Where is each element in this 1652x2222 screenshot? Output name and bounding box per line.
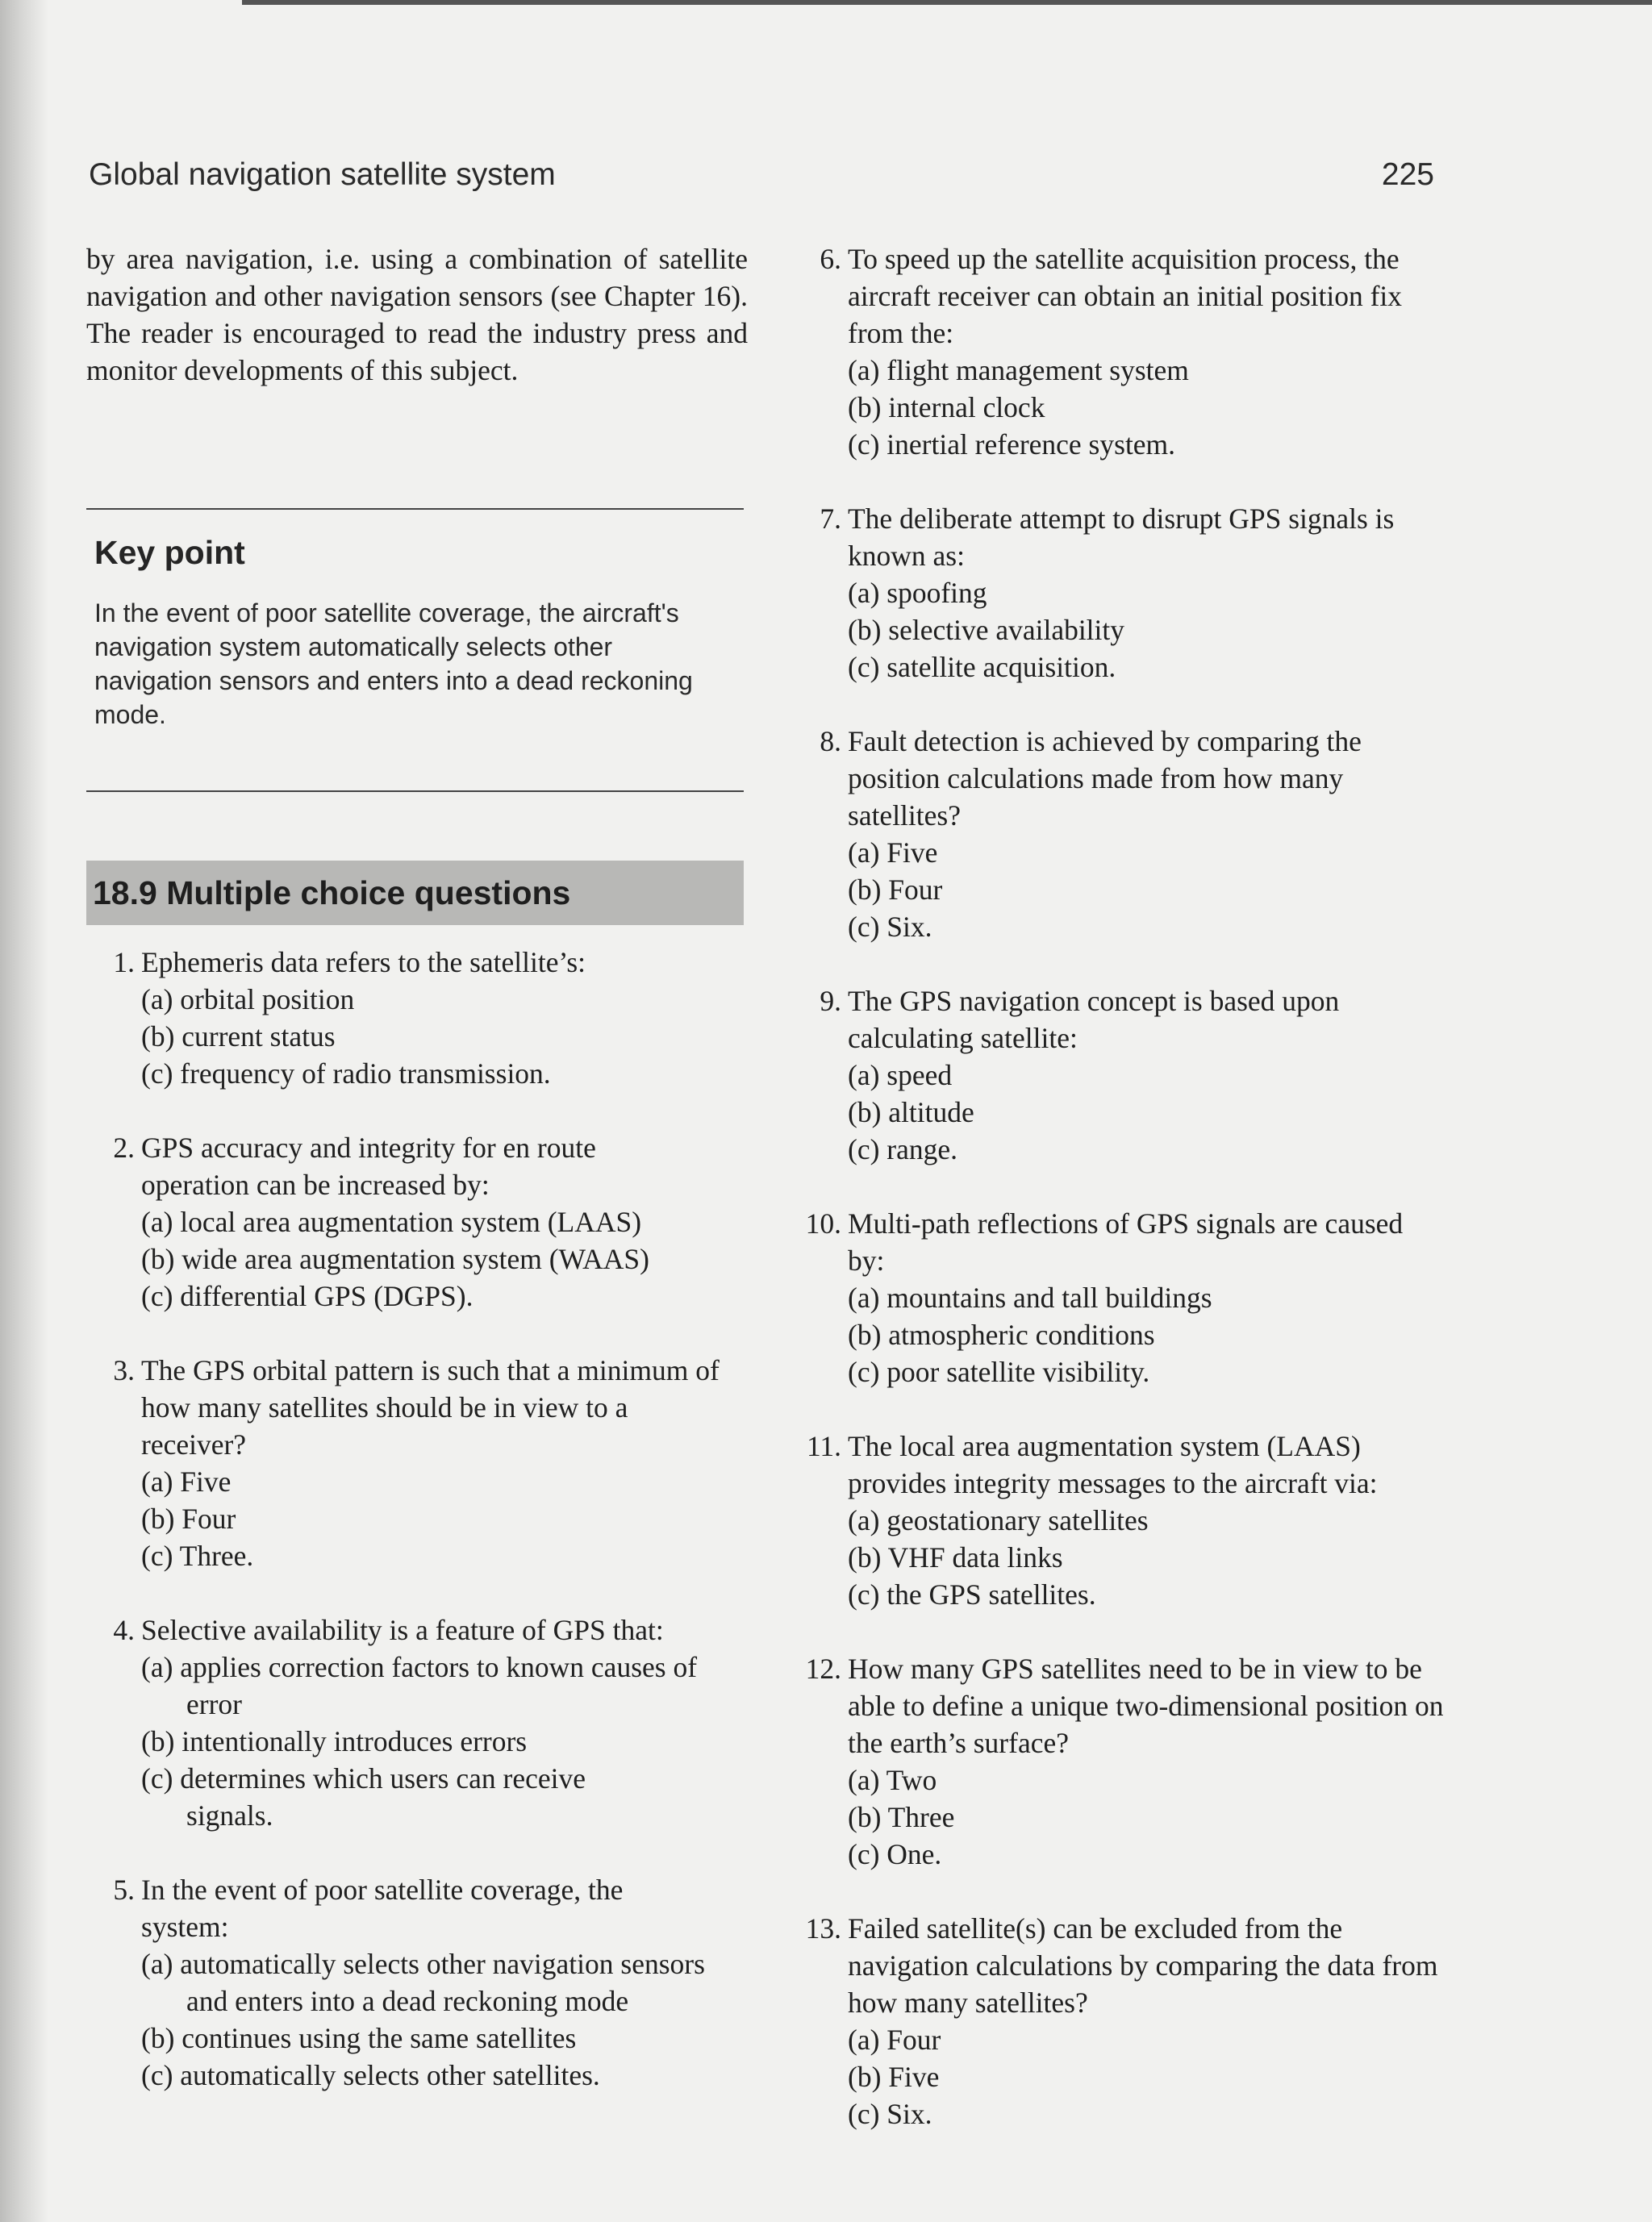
key-point-text: In the event of poor satellite coverage, the aircraft's navigation system automatically selects other navigation sensors and enters into a dead reckoning mode. — [94, 598, 693, 729]
option-b: (b) continues using the same satellites — [141, 2022, 577, 2054]
question-3 — [86, 1352, 748, 1574]
option-b: (b) Five — [848, 2061, 940, 2093]
key-point-box — [86, 508, 744, 792]
question-7 — [793, 500, 1446, 686]
option-c: (c) determines which users can receive signals. — [141, 1762, 586, 1832]
option-b: (b) Three — [848, 1801, 955, 1833]
option-a: (a) local area augmentation system (LAAS) — [141, 1206, 642, 1238]
question-stem: To speed up the satellite acquisition process, the aircraft receiver can obtain an initial position fix from the: — [848, 243, 1403, 349]
option-c: (c) Three. — [141, 1540, 254, 1572]
question-8 — [793, 723, 1446, 945]
question-number: 1. — [113, 946, 135, 978]
question-1 — [86, 944, 748, 1092]
question-2 — [86, 1129, 748, 1315]
question-stem: In the event of poor satellite coverage, the system: — [141, 1874, 624, 1943]
option-a: (a) Five — [848, 836, 938, 869]
question-stem: Multi-path reflections of GPS signals are caused by: — [848, 1207, 1404, 1277]
option-a: (a) mountains and tall buildings — [848, 1282, 1212, 1314]
section-heading-bar — [86, 861, 744, 925]
question-number: 13. — [805, 1912, 841, 1945]
option-a: (a) applies correction factors to known causes of error — [141, 1651, 698, 1720]
question-number: 8. — [820, 725, 841, 757]
option-c: (c) frequency of radio transmission. — [141, 1057, 551, 1090]
running-title: Global navigation satellite system — [89, 157, 556, 192]
question-number: 2. — [113, 1132, 135, 1164]
option-a: (a) geostationary satellites — [848, 1504, 1149, 1536]
question-12 — [793, 1650, 1446, 1873]
question-number: 7. — [820, 502, 841, 535]
intro-paragraph — [86, 240, 748, 389]
question-stem: The local area augmentation system (LAAS) provides integrity messages to the aircraft via: — [848, 1430, 1378, 1499]
option-c: (c) automatically selects other satellites. — [141, 2059, 600, 2091]
option-c: (c) poor satellite visibility. — [848, 1356, 1150, 1388]
question-stem: The GPS navigation concept is based upon calculating satellite: — [848, 985, 1340, 1054]
question-number: 6. — [820, 243, 841, 275]
question-stem: The GPS orbital pattern is such that a minimum of how many satellites should be in view to a receiver? — [141, 1354, 720, 1461]
question-number: 9. — [820, 985, 841, 1017]
question-10 — [793, 1205, 1446, 1390]
question-11 — [793, 1428, 1446, 1613]
option-c: (c) satellite acquisition. — [848, 651, 1116, 683]
questions-right-column — [793, 240, 1446, 2170]
option-b: (b) Four — [141, 1503, 236, 1535]
option-b: (b) wide area augmentation system (WAAS) — [141, 1243, 649, 1275]
option-a: (a) spoofing — [848, 577, 987, 609]
question-stem: Selective availability is a feature of GPS that: — [141, 1614, 664, 1646]
question-4 — [86, 1611, 748, 1834]
option-c: (c) differential GPS (DGPS). — [141, 1280, 473, 1312]
question-stem: GPS accuracy and integrity for en route operation can be increased by: — [141, 1132, 596, 1201]
section-heading: 18.9 Multiple choice questions — [93, 874, 571, 911]
question-number: 11. — [806, 1430, 841, 1462]
option-b: (b) VHF data links — [848, 1541, 1063, 1574]
option-a: (a) Two — [848, 1764, 937, 1796]
option-a: (a) speed — [848, 1059, 953, 1091]
option-a: (a) automatically selects other navigation sensors and enters into a dead reckoning mode — [141, 1948, 705, 2017]
question-stem: Fault detection is achieved by comparing the position calculations made from how many satellites? — [848, 725, 1362, 832]
option-a: (a) Four — [848, 2024, 941, 2056]
option-c: (c) Six. — [848, 2098, 932, 2130]
option-c: (c) inertial reference system. — [848, 428, 1176, 461]
option-b: (b) internal clock — [848, 391, 1045, 423]
question-number: 10. — [805, 1207, 841, 1240]
option-a: (a) flight management system — [848, 354, 1189, 386]
top-edge-rule — [242, 0, 1652, 5]
option-b: (b) Four — [848, 873, 943, 906]
page-number: 225 — [1381, 157, 1434, 192]
option-c: (c) the GPS satellites. — [848, 1578, 1096, 1611]
question-5 — [86, 1871, 748, 2094]
key-point-heading: Key point — [94, 534, 245, 571]
question-number: 5. — [113, 1874, 135, 1906]
question-9 — [793, 982, 1446, 1168]
option-b: (b) selective availability — [848, 614, 1125, 646]
question-6 — [793, 240, 1446, 463]
question-stem: The deliberate attempt to disrupt GPS signals is known as: — [848, 502, 1395, 572]
intro-text: by area navigation, i.e. using a combination of satellite navigation and other navigation sensors (see Chapter 16). The reader is encouraged to read the industry press and monitor developments of this subject. — [86, 243, 748, 386]
question-number: 12. — [805, 1653, 841, 1685]
option-a: (a) orbital position — [141, 983, 355, 1015]
option-c: (c) Six. — [848, 911, 932, 943]
option-b: (b) atmospheric conditions — [848, 1319, 1155, 1351]
questions-left-column — [86, 944, 748, 2131]
option-c: (c) range. — [848, 1133, 957, 1165]
question-stem: Failed satellite(s) can be excluded from the navigation calculations by comparing the data from how many satellites? — [848, 1912, 1438, 2019]
question-number: 3. — [113, 1354, 135, 1386]
question-number: 4. — [113, 1614, 135, 1646]
option-b: (b) current status — [141, 1020, 336, 1053]
question-stem: Ephemeris data refers to the satellite’s: — [141, 946, 586, 978]
option-c: (c) One. — [848, 1838, 942, 1870]
binding-shadow — [0, 0, 48, 2222]
option-b: (b) altitude — [848, 1096, 974, 1128]
question-13 — [793, 1910, 1446, 2132]
question-stem: How many GPS satellites need to be in view to be able to define a unique two-dimensional position on the earth’s surface? — [848, 1653, 1444, 1759]
option-a: (a) Five — [141, 1465, 232, 1498]
option-b: (b) intentionally introduces errors — [141, 1725, 528, 1757]
